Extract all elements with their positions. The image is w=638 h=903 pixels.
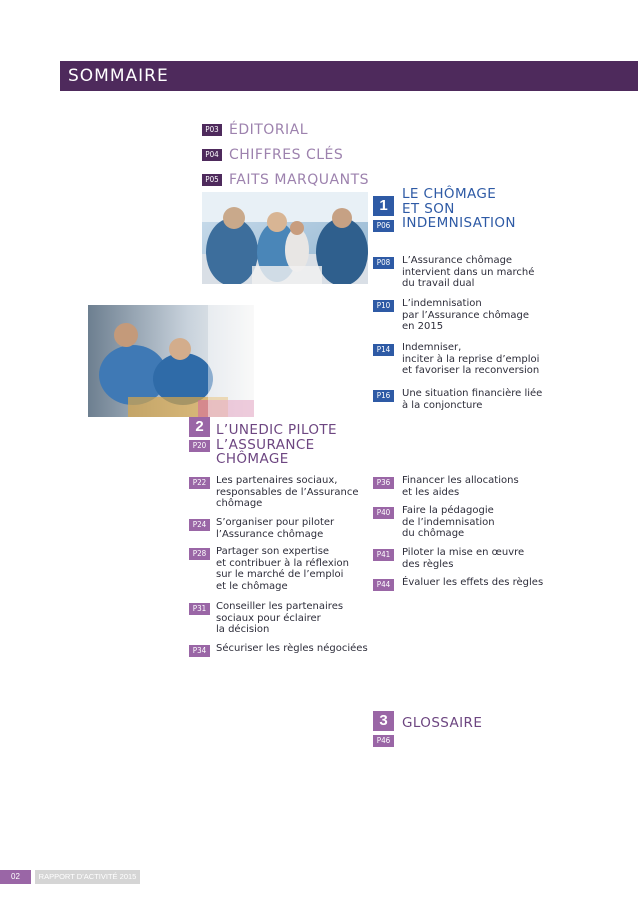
page-tag-p08: P08 [373,257,394,269]
page-tag-p16: P16 [373,390,394,402]
section-number-2: 2 [189,417,210,437]
page-tag-section-3: P46 [373,735,394,747]
page-tag-faits-marquants: P05 [202,174,222,186]
page-tag-section-2: P20 [189,440,210,452]
page-tag-p28: P28 [189,548,210,560]
meeting-photo [202,192,368,284]
footer-page-number: 02 [0,870,31,884]
toc-entry-p24[interactable]: S’organiser pour piloter l’Assurance chômage [216,517,335,540]
page-tag-section-1: P06 [373,220,394,232]
section-number-3: 3 [373,711,394,731]
page-tag-p36: P36 [373,477,394,489]
toc-link-chiffres-cles[interactable]: CHIFFRES CLÉS [229,147,344,163]
toc-link-faits-marquants[interactable]: FAITS MARQUANTS [229,172,370,188]
toc-entry-p14[interactable]: Indemniser, inciter à la reprise d’emploi et favoriser la reconversion [402,342,540,376]
page-tag-p22: P22 [189,477,210,489]
page-tag-p44: P44 [373,579,394,591]
page-tag-p34: P34 [189,645,210,657]
page-tag-p24: P24 [189,519,210,531]
section-title-2[interactable]: L’UNEDIC PILOTE L’ASSURANCE CHÔMAGE [216,422,337,467]
toc-entry-p28[interactable]: Partager son expertise et contribuer à la réflexion sur le marché de l’emploi et le chômage [216,546,350,592]
toc-entry-p40[interactable]: Faire la pédagogie de l’indemnisation du chômage [402,505,495,539]
toc-entry-p41[interactable]: Piloter la mise en œuvre des règles [402,547,525,570]
page-tag-p41: P41 [373,549,394,561]
page-tag-chiffres-cles: P04 [202,149,222,161]
toc-entry-p22[interactable]: Les partenaires sociaux, responsables de l’Assurance chômage [216,475,359,509]
toc-entry-p44[interactable]: Évaluer les effets des règles [402,577,544,588]
toc-entry-p10[interactable]: L’indemnisation par l’Assurance chômage en 2015 [402,298,530,332]
toc-entry-p08[interactable]: L’Assurance chômage intervient dans un marché du travail dual [402,255,535,289]
page-tag-editorial: P03 [202,124,222,136]
toc-entry-p34[interactable]: Sécuriser les règles négociées [216,643,368,654]
page-tag-p14: P14 [373,344,394,356]
footer-label: RAPPORT D’ACTIVITÉ 2015 [35,870,140,884]
page-tag-p10: P10 [373,300,394,312]
section-title-3[interactable]: GLOSSAIRE [402,715,483,731]
toc-entry-p16[interactable]: Une situation financière liée à la conjoncture [402,388,543,411]
section-number-1: 1 [373,196,394,216]
toc-entry-p31[interactable]: Conseiller les partenaires sociaux pour éclairer la décision [216,601,344,635]
toc-entry-p36[interactable]: Financer les allocations et les aides [402,475,519,498]
page-tag-p40: P40 [373,507,394,519]
page-tag-p31: P31 [189,603,210,615]
section-title-1[interactable]: LE CHÔMAGE ET SON INDEMNISATION [402,186,516,231]
page-title: SOMMAIRE [68,66,169,86]
workshop-photo [88,305,254,417]
toc-link-editorial[interactable]: ÉDITORIAL [229,122,309,138]
